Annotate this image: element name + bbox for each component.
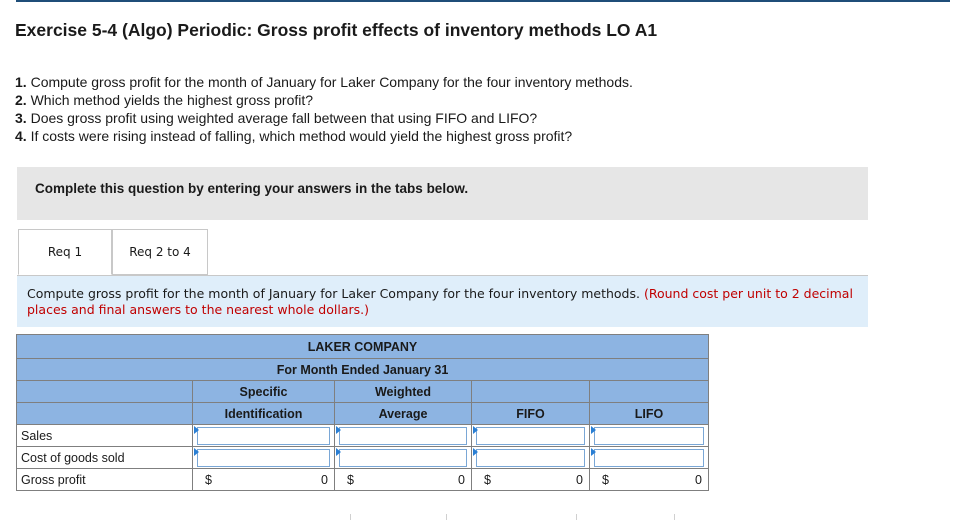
col-specific-identification: Identification <box>193 403 335 425</box>
input-flag-icon <box>591 426 596 434</box>
panel-text: Compute gross profit for the month of January for Laker Company for the four inventory methods. <box>27 286 640 301</box>
table-row <box>17 447 709 469</box>
question-text: Compute gross profit for the month of January for Laker Company for the four inventory methods. <box>26 74 633 90</box>
company-name: LAKER COMPANY <box>17 335 709 359</box>
sales-fifo-cell <box>472 425 590 447</box>
col-specific-top: Specific <box>193 381 335 403</box>
question-text: Which method yields the highest gross profit? <box>26 92 314 108</box>
cogs-fifo-input[interactable] <box>476 449 585 467</box>
col-lifo: LIFO <box>590 403 709 425</box>
divider <box>350 514 351 520</box>
question-number: 1. <box>15 74 27 90</box>
question-4 <box>15 127 633 145</box>
instruction-text: Complete this question by entering your answers in the tabs below. <box>35 181 469 196</box>
input-flag-icon <box>194 448 199 456</box>
gross-weighted-cell <box>335 469 472 491</box>
sales-fifo-input[interactable] <box>476 427 585 445</box>
divider <box>446 514 447 520</box>
header-blank <box>17 381 193 403</box>
cogs-lifo-input[interactable] <box>594 449 704 467</box>
sales-weighted-input[interactable] <box>339 427 467 445</box>
currency-symbol: $ <box>205 473 212 487</box>
top-divider <box>16 0 950 2</box>
laker-gross-profit-table <box>16 334 709 491</box>
input-flag-icon <box>194 426 199 434</box>
table-row <box>17 425 709 447</box>
tab-req-2-to-4[interactable] <box>112 229 208 275</box>
divider <box>576 514 577 520</box>
col-weighted-top: Weighted <box>335 381 472 403</box>
bottom-edge <box>0 514 956 520</box>
row-label-cogs: Cost of goods sold <box>17 447 193 469</box>
question-3 <box>15 109 633 127</box>
tab-req-1[interactable] <box>18 229 112 275</box>
gross-lifo-value: 0 <box>695 473 702 487</box>
table-row <box>17 469 709 491</box>
question-number: 2. <box>15 92 27 108</box>
input-flag-icon <box>473 426 478 434</box>
cogs-weighted-cell <box>335 447 472 469</box>
question-number: 3. <box>15 110 27 126</box>
question-text: If costs were rising instead of falling, which method would yield the highest gross profit? <box>26 128 573 144</box>
period-header: For Month Ended January 31 <box>17 359 709 381</box>
sales-lifo-input[interactable] <box>594 427 704 445</box>
currency-symbol: $ <box>484 473 491 487</box>
gross-specific-cell <box>193 469 335 491</box>
divider <box>674 514 675 520</box>
instruction-box <box>17 167 868 220</box>
gross-fifo-cell <box>472 469 590 491</box>
col-lifo-top <box>590 381 709 403</box>
input-flag-icon <box>336 426 341 434</box>
tab-instructions <box>17 276 868 327</box>
cogs-lifo-cell <box>590 447 709 469</box>
input-flag-icon <box>591 448 596 456</box>
sales-lifo-cell <box>590 425 709 447</box>
col-fifo: FIFO <box>472 403 590 425</box>
row-label-gross-profit: Gross profit <box>17 469 193 491</box>
col-weighted-average: Average <box>335 403 472 425</box>
header-blank <box>17 403 193 425</box>
cogs-weighted-input[interactable] <box>339 449 467 467</box>
sales-weighted-cell <box>335 425 472 447</box>
question-2 <box>15 91 633 109</box>
cogs-specific-input[interactable] <box>197 449 330 467</box>
tab-label: Req 2 to 4 <box>129 245 191 259</box>
question-1 <box>15 73 633 91</box>
rounding-note: (Round cost per unit to 2 decimal places and final answers to the nearest whole dollars.) <box>27 286 853 317</box>
col-fifo-top <box>472 381 590 403</box>
gross-fifo-value: 0 <box>576 473 583 487</box>
cogs-specific-cell <box>193 447 335 469</box>
sales-specific-cell <box>193 425 335 447</box>
input-flag-icon <box>473 448 478 456</box>
sales-specific-input[interactable] <box>197 427 330 445</box>
gross-weighted-value: 0 <box>458 473 465 487</box>
currency-symbol: $ <box>602 473 609 487</box>
row-label-sales: Sales <box>17 425 193 447</box>
question-text: Does gross profit using weighted average fall between that using FIFO and LIFO? <box>26 110 538 126</box>
cogs-fifo-cell <box>472 447 590 469</box>
question-list <box>15 73 633 145</box>
currency-symbol: $ <box>347 473 354 487</box>
gross-lifo-cell <box>590 469 709 491</box>
page-title: Exercise 5-4 (Algo) Periodic: Gross profit effects of inventory methods LO A1 <box>15 20 658 40</box>
input-flag-icon <box>336 448 341 456</box>
tab-label: Req 1 <box>47 245 83 259</box>
question-number: 4. <box>15 128 27 144</box>
gross-specific-value: 0 <box>321 473 328 487</box>
